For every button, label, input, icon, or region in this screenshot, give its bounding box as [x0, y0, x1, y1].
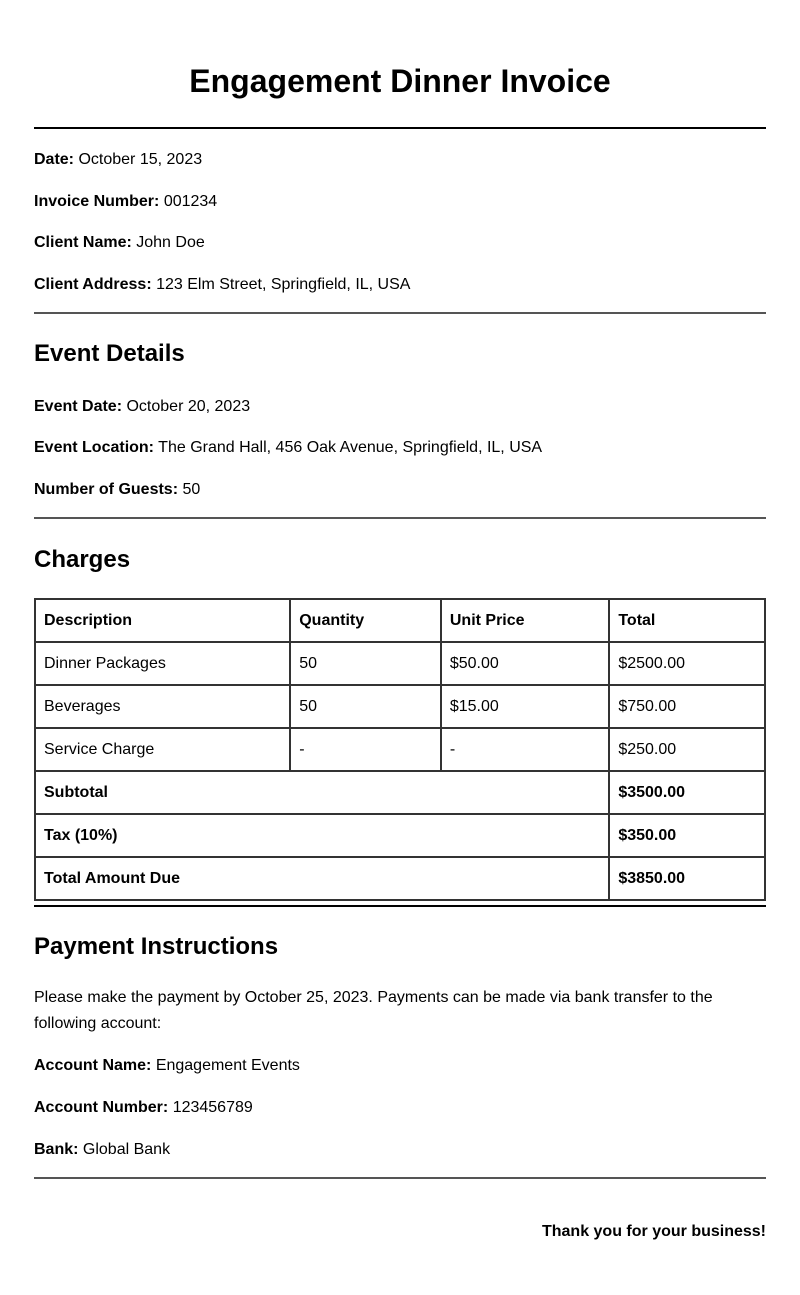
table-cell: $50.00 — [441, 642, 609, 685]
page-title: Engagement Dinner Invoice — [189, 63, 611, 99]
table-cell: Service Charge — [35, 728, 290, 771]
subtotal-row — [35, 771, 765, 814]
table-header-row — [35, 599, 765, 642]
table-cell: 50 — [290, 642, 441, 685]
client-address-label: Client Address: — [34, 276, 152, 293]
event-date-value: October 20, 2023 — [126, 398, 251, 415]
client-name-value: John Doe — [136, 234, 205, 251]
invoice-number-label: Invoice Number: — [34, 193, 160, 210]
account-name-value: Engagement Events — [155, 1057, 300, 1074]
total-due-value: $3850.00 — [609, 857, 765, 900]
account-number-value: 123456789 — [172, 1099, 253, 1116]
divider — [34, 905, 766, 907]
guests-label: Number of Guests: — [34, 481, 179, 498]
tax-row — [35, 814, 765, 857]
divider — [34, 312, 766, 314]
account-number — [34, 1098, 253, 1118]
charges-heading: Charges — [34, 546, 131, 573]
total-due-row — [35, 857, 765, 900]
event-details-heading: Event Details — [34, 340, 185, 367]
divider — [34, 1177, 766, 1179]
invoice-date-label: Date: — [34, 151, 75, 168]
divider — [34, 517, 766, 519]
table-row — [35, 728, 765, 771]
table-row — [35, 642, 765, 685]
bank-value: Global Bank — [82, 1141, 171, 1158]
tax-label: Tax (10%) — [35, 814, 609, 857]
column-header: Total — [609, 599, 765, 642]
number-of-guests — [34, 480, 200, 500]
divider — [34, 127, 766, 129]
subtotal-value: $3500.00 — [609, 771, 765, 814]
account-number-label: Account Number: — [34, 1099, 169, 1116]
table-cell: $750.00 — [609, 685, 765, 728]
event-location-label: Event Location: — [34, 439, 155, 456]
client-address — [34, 275, 410, 295]
charges-table — [34, 598, 766, 901]
thank-you-note: Thank you for your business! — [541, 1223, 766, 1240]
table-cell: Dinner Packages — [35, 642, 290, 685]
event-location-value: The Grand Hall, 456 Oak Avenue, Springfield, IL, USA — [158, 439, 543, 456]
column-header: Description — [35, 599, 290, 642]
table-cell: 50 — [290, 685, 441, 728]
total-due-label: Total Amount Due — [35, 857, 609, 900]
column-header: Quantity — [290, 599, 441, 642]
event-date — [34, 397, 250, 417]
table-cell: - — [441, 728, 609, 771]
invoice-date-value: October 15, 2023 — [78, 151, 203, 168]
client-name-label: Client Name: — [34, 234, 132, 251]
tax-value: $350.00 — [609, 814, 765, 857]
invoice-number — [34, 192, 217, 212]
table-cell: $15.00 — [441, 685, 609, 728]
invoice-date — [34, 150, 202, 170]
column-header: Unit Price — [441, 599, 609, 642]
payment-instructions-text: Please make the payment by October 25, 2023. Payments can be made via bank transfer to the following account: — [34, 989, 713, 1032]
payment-instructions-heading: Payment Instructions — [34, 933, 279, 960]
account-name-label: Account Name: — [34, 1057, 152, 1074]
bank — [34, 1140, 170, 1160]
table-cell: - — [290, 728, 441, 771]
account-name — [34, 1056, 300, 1076]
subtotal-label: Subtotal — [35, 771, 609, 814]
guests-value: 50 — [182, 481, 201, 498]
client-address-value: 123 Elm Street, Springfield, IL, USA — [156, 276, 411, 293]
bank-label: Bank: — [34, 1141, 79, 1158]
event-location — [34, 438, 542, 458]
table-cell: $250.00 — [609, 728, 765, 771]
table-cell: $2500.00 — [609, 642, 765, 685]
invoice-number-value: 001234 — [163, 193, 218, 210]
event-date-label: Event Date: — [34, 398, 123, 415]
client-name — [34, 233, 205, 253]
table-row — [35, 685, 765, 728]
table-cell: Beverages — [35, 685, 290, 728]
